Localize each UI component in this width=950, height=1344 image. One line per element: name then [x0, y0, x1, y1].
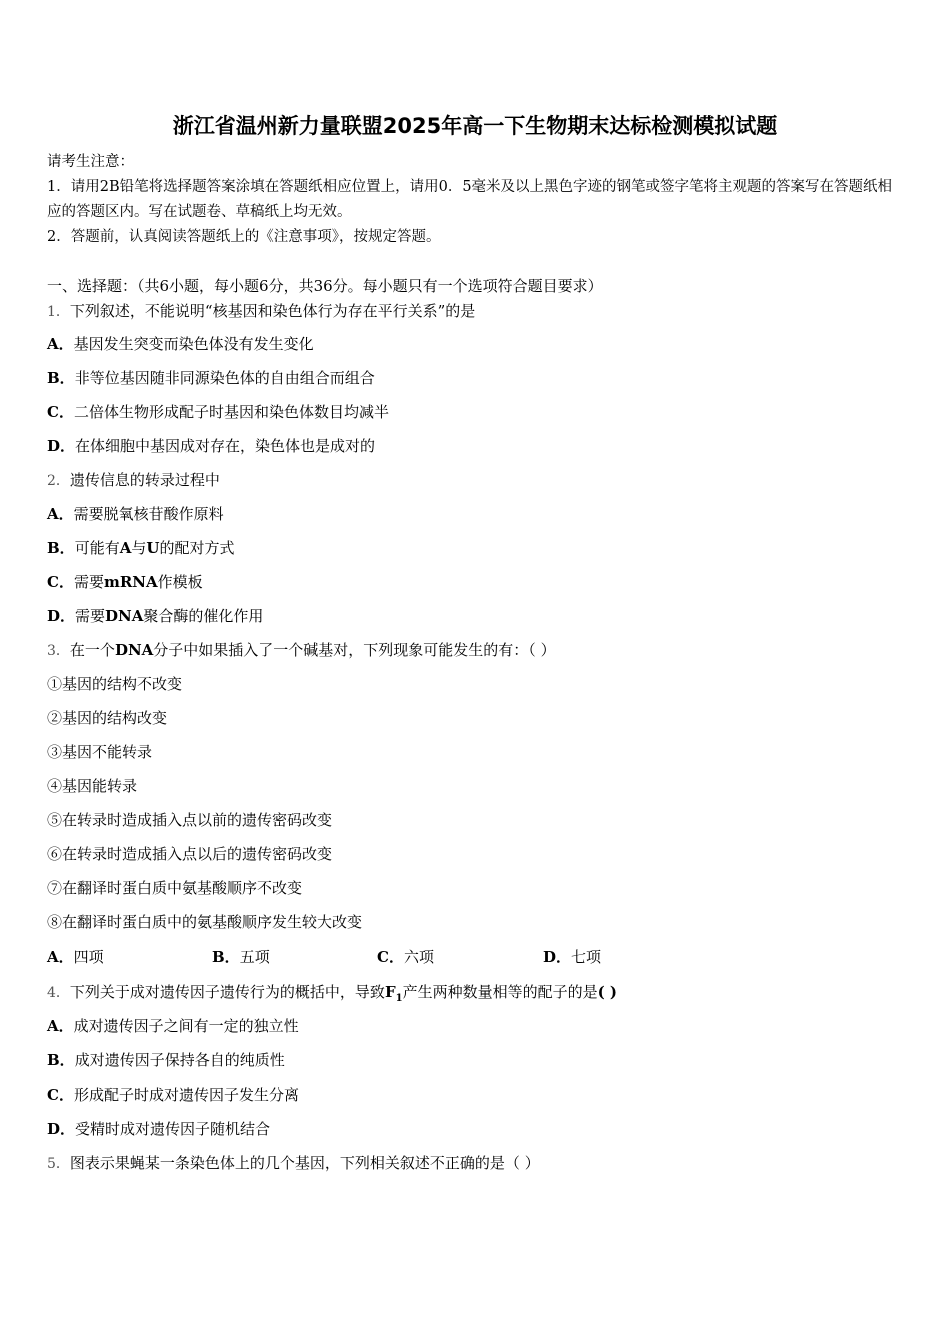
question-4-option-a[interactable] [47, 1015, 907, 1037]
question-1-option-c[interactable] [47, 401, 907, 423]
option-text: 非等位基因随非同源染色体的自由组合而组合 [74, 369, 375, 387]
option-letter: C． [47, 573, 74, 591]
term-f: F [384, 983, 396, 1001]
option-text: 七项 [571, 948, 602, 966]
option-text: 六项 [403, 948, 434, 966]
notice-item-1: 1．请用2B铅笔将选择题答案涂填在答题纸相应位置上，请用0．5毫米及以上黑色字迹的钢笔或签字笔将主观题的答案写在答题纸相应的答题区内。写在试题卷、草稿纸上均无效。 [47, 179, 893, 220]
option-letter: A． [47, 948, 74, 966]
option-text: 二倍体生物形成配子时基因和染色体数目均减半 [73, 403, 389, 421]
base-a: A [119, 539, 132, 557]
notice-item-2: 2．答题前，认真阅读答题纸上的《注意事项》，按规定答题。 [47, 229, 441, 245]
option-text: 成对遗传因子保持各自的纯质性 [74, 1051, 285, 1069]
question-2-option-a[interactable] [47, 503, 907, 525]
question-text-pre: 在一个 [69, 641, 115, 659]
question-3-item-3: ③基因不能转录 [47, 743, 153, 761]
term-dna: DNA [105, 607, 144, 625]
option-text: 五项 [239, 948, 270, 966]
question-3-option-c[interactable] [377, 946, 434, 968]
question-text: 遗传信息的转录过程中 [69, 471, 220, 489]
option-text-post: 作模板 [157, 573, 203, 591]
option-letter: A． [47, 505, 74, 523]
question-2-option-c[interactable] [47, 571, 907, 593]
question-3-option-b[interactable] [212, 946, 270, 968]
answer-paren: ( ) [597, 983, 617, 1001]
option-text: 形成配子时成对遗传因子发生分离 [73, 1086, 299, 1104]
question-1-option-b[interactable] [47, 367, 907, 389]
question-3-item-4: ④基因能转录 [47, 777, 138, 795]
question-4-stem [47, 981, 907, 1010]
notice-heading: 请考生注意： [47, 154, 134, 170]
question-2-option-d[interactable] [47, 605, 907, 627]
question-2-stem [47, 469, 907, 492]
option-text-pre: 需要 [75, 607, 106, 625]
question-2-option-b[interactable] [47, 537, 907, 559]
option-text: 受精时成对遗传因子随机结合 [75, 1120, 271, 1138]
question-3-option-a[interactable] [47, 946, 104, 968]
question-5-stem [47, 1152, 907, 1175]
option-letter: D． [47, 437, 76, 455]
option-text-mid: 与 [131, 539, 147, 557]
option-text-post: 聚合酶的催化作用 [143, 607, 264, 625]
question-3-item-1: ①基因的结构不改变 [47, 675, 183, 693]
option-letter: C． [47, 403, 74, 421]
question-number: 1． [47, 304, 70, 320]
option-letter: D． [47, 1120, 76, 1138]
question-3-item-8: ⑧在翻译时蛋白质中的氨基酸顺序发生较大改变 [47, 913, 363, 931]
question-number: 3． [47, 643, 70, 659]
question-text: 下列叙述，不能说明“核基因和染色体行为存在平行关系”的是 [69, 302, 476, 320]
term-f1 [384, 983, 403, 1004]
term-subscript: 1 [395, 993, 403, 1004]
option-text: 基因发生突变而染色体没有发生变化 [73, 335, 314, 353]
option-text-post: 的配对方式 [159, 539, 235, 557]
option-text: 在体细胞中基因成对存在，染色体也是成对的 [75, 437, 376, 455]
option-letter: B． [47, 539, 75, 557]
page-title: 浙江省温州新力量联盟2025年高一下生物期末达标检测模拟试题 [172, 114, 778, 138]
question-number: 2． [47, 473, 70, 489]
option-letter: D． [543, 948, 572, 966]
question-text-pre: 下列关于成对遗传因子遗传行为的概括中，导致 [69, 983, 385, 1001]
question-3-item-7: ⑦在翻译时蛋白质中氨基酸顺序不改变 [47, 879, 303, 897]
question-4-option-b[interactable] [47, 1049, 907, 1071]
term-dna: DNA [114, 641, 154, 659]
option-letter: C． [47, 1086, 74, 1104]
question-4-option-c[interactable] [47, 1084, 907, 1106]
question-1-option-a[interactable] [47, 333, 907, 355]
option-text-pre: 可能有 [74, 539, 120, 557]
term-mrna: mRNA [103, 573, 158, 591]
question-text-post: 分子中如果插入了一个碱基对，下列现象可能发生的有：（ ） [153, 641, 556, 659]
base-u: U [146, 539, 160, 557]
question-number: 4． [47, 985, 70, 1001]
question-3-item-5: ⑤在转录时造成插入点以前的遗传密码改变 [47, 811, 333, 829]
section-heading: 一、选择题：（共6小题，每小题6分，共36分。每小题只有一个选项符合题目要求） [47, 277, 603, 295]
option-letter: C． [377, 948, 404, 966]
option-letter: B． [47, 369, 75, 387]
question-3-item-2: ②基因的结构改变 [47, 709, 168, 727]
option-letter: A． [47, 335, 74, 353]
option-letter: B． [212, 948, 240, 966]
question-3-item-6: ⑥在转录时造成插入点以后的遗传密码改变 [47, 845, 333, 863]
option-letter: A． [47, 1017, 74, 1035]
option-text: 成对遗传因子之间有一定的独立性 [73, 1017, 299, 1035]
question-1-stem [47, 300, 907, 323]
question-4-option-d[interactable] [47, 1118, 907, 1140]
option-text-pre: 需要 [73, 573, 104, 591]
question-number: 5． [47, 1156, 70, 1172]
question-text-post: 产生两种数量相等的配子的是 [402, 983, 598, 1001]
question-3-options [47, 946, 907, 968]
option-letter: D． [47, 607, 76, 625]
option-letter: B． [47, 1051, 75, 1069]
question-3-option-d[interactable] [543, 946, 601, 968]
option-text: 需要脱氧核苷酸作原料 [73, 505, 224, 523]
question-3-stem [47, 639, 907, 662]
question-1-option-d[interactable] [47, 435, 907, 457]
option-text: 四项 [73, 948, 104, 966]
question-text: 图表示果蝇某一条染色体上的几个基因，下列相关叙述不正确的是（ ） [69, 1154, 540, 1172]
